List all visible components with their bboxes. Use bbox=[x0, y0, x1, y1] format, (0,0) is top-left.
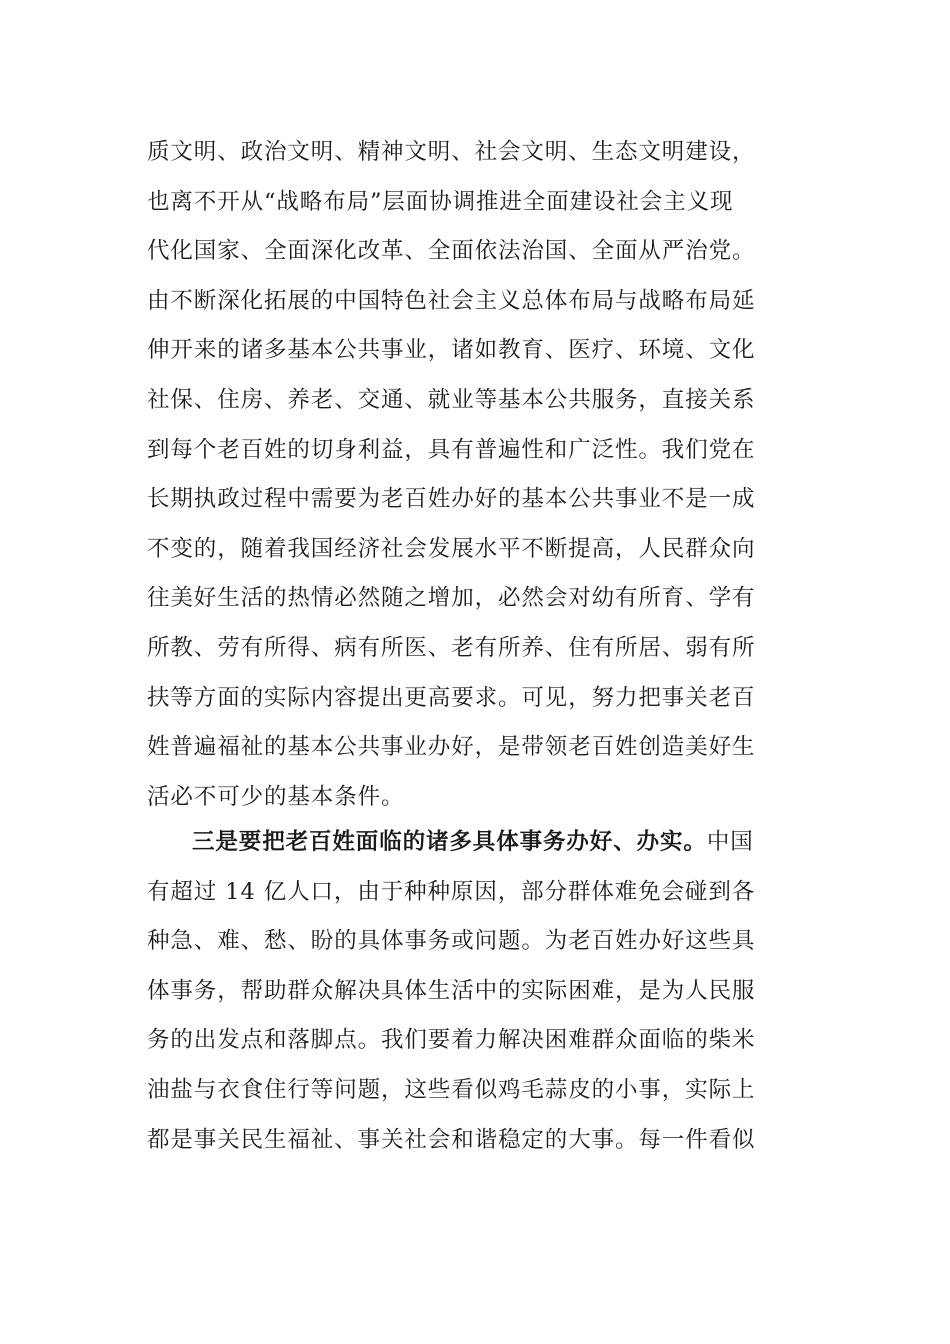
paragraph-1-line: 由不断深化拓展的中国特色社会主义总体布局与战略布局延 bbox=[147, 287, 756, 314]
paragraph-2-first-line-rest: 中国 bbox=[706, 829, 754, 855]
paragraph-2-line: 油盐与衣食住行等问题，这些看似鸡毛蒜皮的小事，实际上 bbox=[147, 1076, 756, 1103]
paragraph-2-line: 都是事关民生福祉、事关社会和谐稳定的大事。每一件看似 bbox=[147, 1126, 756, 1153]
paragraph-1-line: 社保、住房、养老、交通、就业等基本公共服务，直接关系 bbox=[147, 386, 756, 413]
paragraph-1-line: 不变的，随着我国经济社会发展水平不断提高，人民群众向 bbox=[147, 535, 756, 562]
paragraph-2 bbox=[147, 818, 809, 1165]
paragraph-2-line: 务的出发点和落脚点。我们要着力解决困难群众面临的柴米 bbox=[147, 1027, 756, 1054]
paragraph-1-line: 伸开来的诸多基本公共事业，诸如教育、医疗、环境、文化 bbox=[147, 337, 756, 364]
paragraph-1-line: 代化国家、全面深化改革、全面依法治国、全面从严治党。 bbox=[147, 238, 756, 265]
paragraph-1-line: 长期执政过程中需要为老百姓办好的基本公共事业不是一成 bbox=[147, 486, 756, 513]
paragraph-1-line: 往美好生活的热情必然随之增加，必然会对幼有所育、学有 bbox=[147, 585, 756, 612]
paragraph-2-line: 有超过 14 亿人口，由于种种原因，部分群体难免会碰到各 bbox=[147, 878, 756, 905]
paragraph-1-line: 也离不开从“战略布局”层面协调推进全面建设社会主义现 bbox=[147, 188, 734, 215]
paragraph-2-line: 种急、难、愁、盼的具体事务或问题。为老百姓办好这些具 bbox=[147, 928, 756, 955]
paragraph-1-line: 质文明、政治文明、精神文明、社会文明、生态文明建设， bbox=[147, 139, 756, 165]
paragraph-2-heading: 三是要把老百姓面临的诸多具体事务办好、办实。 bbox=[192, 829, 707, 855]
paragraph-1-line: 姓普遍福祉的基本公共事业办好，是带领老百姓创造美好生 bbox=[147, 734, 756, 761]
paragraph-1-line: 扶等方面的实际内容提出更高要求。可见，努力把事关老百 bbox=[147, 684, 756, 711]
paragraph-1-line: 活必不可少的基本条件。 bbox=[147, 783, 405, 810]
paragraph-1 bbox=[147, 128, 809, 822]
paragraph-1-line: 所教、劳有所得、病有所医、老有所养、住有所居、弱有所 bbox=[147, 634, 756, 661]
paragraph-1-line: 到每个老百姓的切身利益，具有普遍性和广泛性。我们党在 bbox=[147, 436, 756, 463]
paragraph-2-line: 体事务，帮助群众解决具体生活中的实际困难，是为人民服 bbox=[147, 977, 756, 1004]
paragraph-2-first-line bbox=[147, 818, 809, 868]
